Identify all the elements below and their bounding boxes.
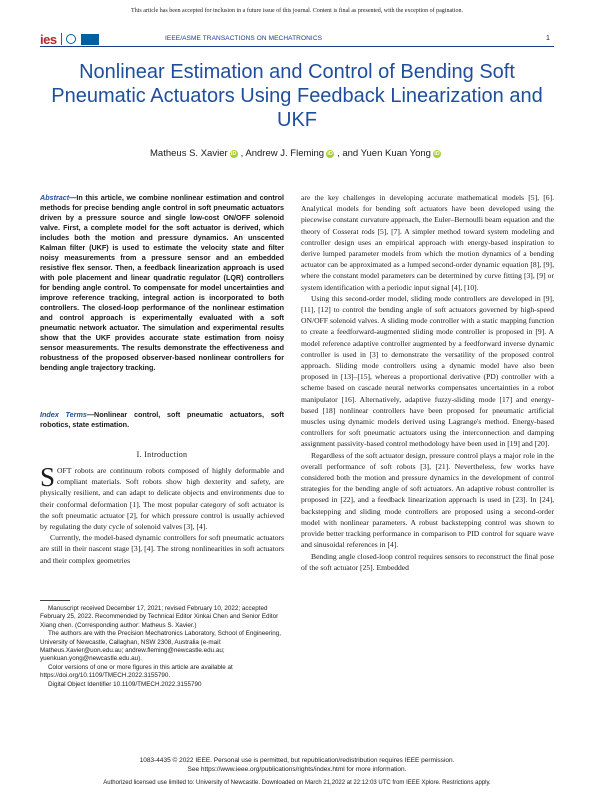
page-number: 1 <box>546 35 550 42</box>
abstract <box>40 193 284 373</box>
ieee-logo-icon <box>66 34 76 44</box>
author-separator: , and <box>337 148 361 159</box>
author-separator: , <box>240 148 246 159</box>
abstract-text: —In this article, we combine nonlinear estimation and control methods for precise bending angle control in soft pneumatic actuators driven by a pressure source and single low-cost ON/OFF solenoid valve. First, a complete model for the soft actuator is derived, which includes both the motion and pressure dynamics. An unscented Kalman filter (UKF) is used to estimate the velocity state and filter noisy measurements from a pressure sensor and an embedded resistive flex sensor. Then, a feedback linearization approach is used with pole placement and linear quadratic regulator (LQR) controllers for bending angle control. To compensate for model uncertainties and improve reference tracking, integral action is incorporated to both controllers. The closed-loop performance of the nonlinear estimation and control approach is experimentally evaluated with a soft pneumatic network actuator. The simulation and experimental results show that the UKF provides accurate state estimation from noisy sensor measurements. The results demonstrate the effectiveness and robustness of the proposed observer-based nonlinear controllers for bending angle trajectory tracking. <box>40 193 284 372</box>
right-column-text <box>301 192 554 573</box>
orcid-icon[interactable]: iD <box>327 151 333 157</box>
license-footer: Authorized licensed use limited to: University of Newcastle. Downloaded on March 21,2022 at 22:12:03 UTC from IEEE Xplore. Restrictions apply. <box>103 780 491 786</box>
journal-name: IEEE/ASME TRANSACTIONS ON MECHATRONICS <box>165 35 323 42</box>
copyright-notice <box>40 756 554 774</box>
author-name: Yuen Kuan Yong <box>360 148 431 159</box>
orcid-icon[interactable]: iD <box>434 151 440 157</box>
body-paragraph: Using this second-order model, sliding mode controllers are developed in [9], [11], [12] to control the bending angle of soft actuators governed by high-speed ON/OFF solenoid valves. A sliding mode controller with a static mapping function to create a feedforward-augmented sliding mode controller is proposed in [9]. A model reference adaptive controller augmented by a feedforward inverse dynamic controller is used in [3] to demonstrate the versatility of the proposed control approach. Sliding mode controllers using a dynamic model have also been proposed in [13]–[15], whereas a proportional derivative (PD) controller with a scheme based on cascade neural networks compensates uncertainties in a robot manipulator [16]. Alternatively, adaptive fuzzy-sliding mode [17] and energy-based [18] nonlinear controllers have been proposed for pneumatic artificial muscles using dynamic models derived using Lagrange's method. Energy-based controllers for soft pneumatic actuators using the interconnection and damping assignment passivity-based control methodology have been used in [19] and [20]. <box>301 293 554 449</box>
section-heading: I. Introduction <box>136 450 188 459</box>
ies-logo-icon: ies <box>40 31 57 47</box>
footnote: Manuscript received December 17, 2021; revised February 10, 2022; accepted February 25, 2022. Recommended by Technical Editor Xinkai Chen and Senior Editor Xiang chen. (Corresponding author: Matheus S. Xavier.) <box>40 605 279 629</box>
footnote[interactable]: Color versions of one or more figures in this article are available at https://doi.org/10.1109/TMECH.2022.3155790. <box>40 663 233 680</box>
footnotes <box>40 605 284 689</box>
rights-link[interactable]: See https://www.ieee.org/publications/rights/index.html for more information. <box>187 766 407 773</box>
intro-paragraph: Currently, the model-based dynamic controllers for soft pneumatic actuators are still in their nascent stage [3], [4]. The strong nonlinearities in soft actuators and their complex geometries <box>40 533 284 565</box>
acceptance-note: This article has been accepted for inclusion in a future issue of this journal. Content is final as presented, with the exception of pagination. <box>131 8 463 14</box>
index-terms-text: —Nonlinear control, soft pneumatic actuators, soft robotics, state estimation. <box>40 410 284 429</box>
introduction-text <box>40 462 284 566</box>
author-name: Matheus S. Xavier <box>150 148 228 159</box>
footnote: Digital Object Identifier 10.1109/TMECH.2022.3155790 <box>48 680 202 688</box>
body-paragraph: are the key challenges in developing accurate mathematical models [5], [6]. Analytical models for bending soft actuators have been developed using the piecewise constant curvature approach, the Euler–Bernoulli beam equation and the theory of Cosserat rods [5], [7]. A simpler method toward system modeling and controller design uses an empirical approach with energy-based inspiration to derive lumped parameter models from which the motion dynamics of a bending actuator can be approximated as a lumped second-order dynamic equation [8], [9], where the constant model parameters can be determined by curve fitting [3], [9] or system identification with a periodic input signal [4], [10]. <box>301 193 554 292</box>
index-terms <box>40 410 284 430</box>
publisher-logo <box>40 32 158 46</box>
orcid-icon[interactable]: iD <box>230 151 237 157</box>
author-list <box>40 148 554 159</box>
drop-cap: S <box>40 462 56 492</box>
author-name: Andrew J. Fleming <box>245 148 325 159</box>
copyright-line: 1083-4435 © 2022 IEEE. Personal use is permitted, but republication/redistribution requires IEEE permission. <box>139 757 455 764</box>
footnote-rule <box>40 600 70 601</box>
logo-divider <box>61 33 62 45</box>
index-terms-label: Index Terms <box>40 410 87 419</box>
paper-title: Nonlinear Estimation and Control of Bending Soft Pneumatic Actuators Using Feedback Linearization and UKF <box>51 61 543 131</box>
body-paragraph: Regardless of the soft actuator design, pressure control plays a major role in the overall performance of soft robots [3], [21]. Nevertheless, few works have considered both the motion and pressure dynamics in the development of control strategies for the bending angle of soft actuators. An adaptive robust controller is proposed in [22], and a feedback linearization approach is used in [23]. In [24], backstepping and sliding mode controllers are proposed using a second-order model with nonlinear parameters. A robust backstepping control was shown to provide better tracking performance in comparison to PID control for square wave and sinusoidal references in [4]. <box>301 450 554 550</box>
abstract-label: Abstract <box>40 193 70 202</box>
asme-logo-icon <box>81 34 99 45</box>
header-rule <box>40 46 554 47</box>
body-paragraph: Bending angle closed-loop control requires sensors to reconstruct the final pose of the soft actuator [25]. Embedded <box>301 551 554 572</box>
footnote: The authors are with the Precision Mechatronics Laboratory, School of Engineering, University of Newcastle, Callaghan, NSW 2308, Australia (e-mail: Matheus.Xavier@uon.edu.au; andrew.fleming@newcastle.edu.au; yuenkuan.yong@newcastle.edu.au). <box>40 630 281 663</box>
intro-paragraph: OFT robots are continuum robots composed of highly deformable and compliant materials. Soft robots show high dexterity and safety, are physically resilient, and can adapt to delicate objects and environments due to their conformal deformation [1]. The most popular category of soft actuator is the soft pneumatic actuator [2], for which pressure control is usually achieved by regulating the duty cycle of solenoid valves [3], [4]. <box>40 466 284 532</box>
